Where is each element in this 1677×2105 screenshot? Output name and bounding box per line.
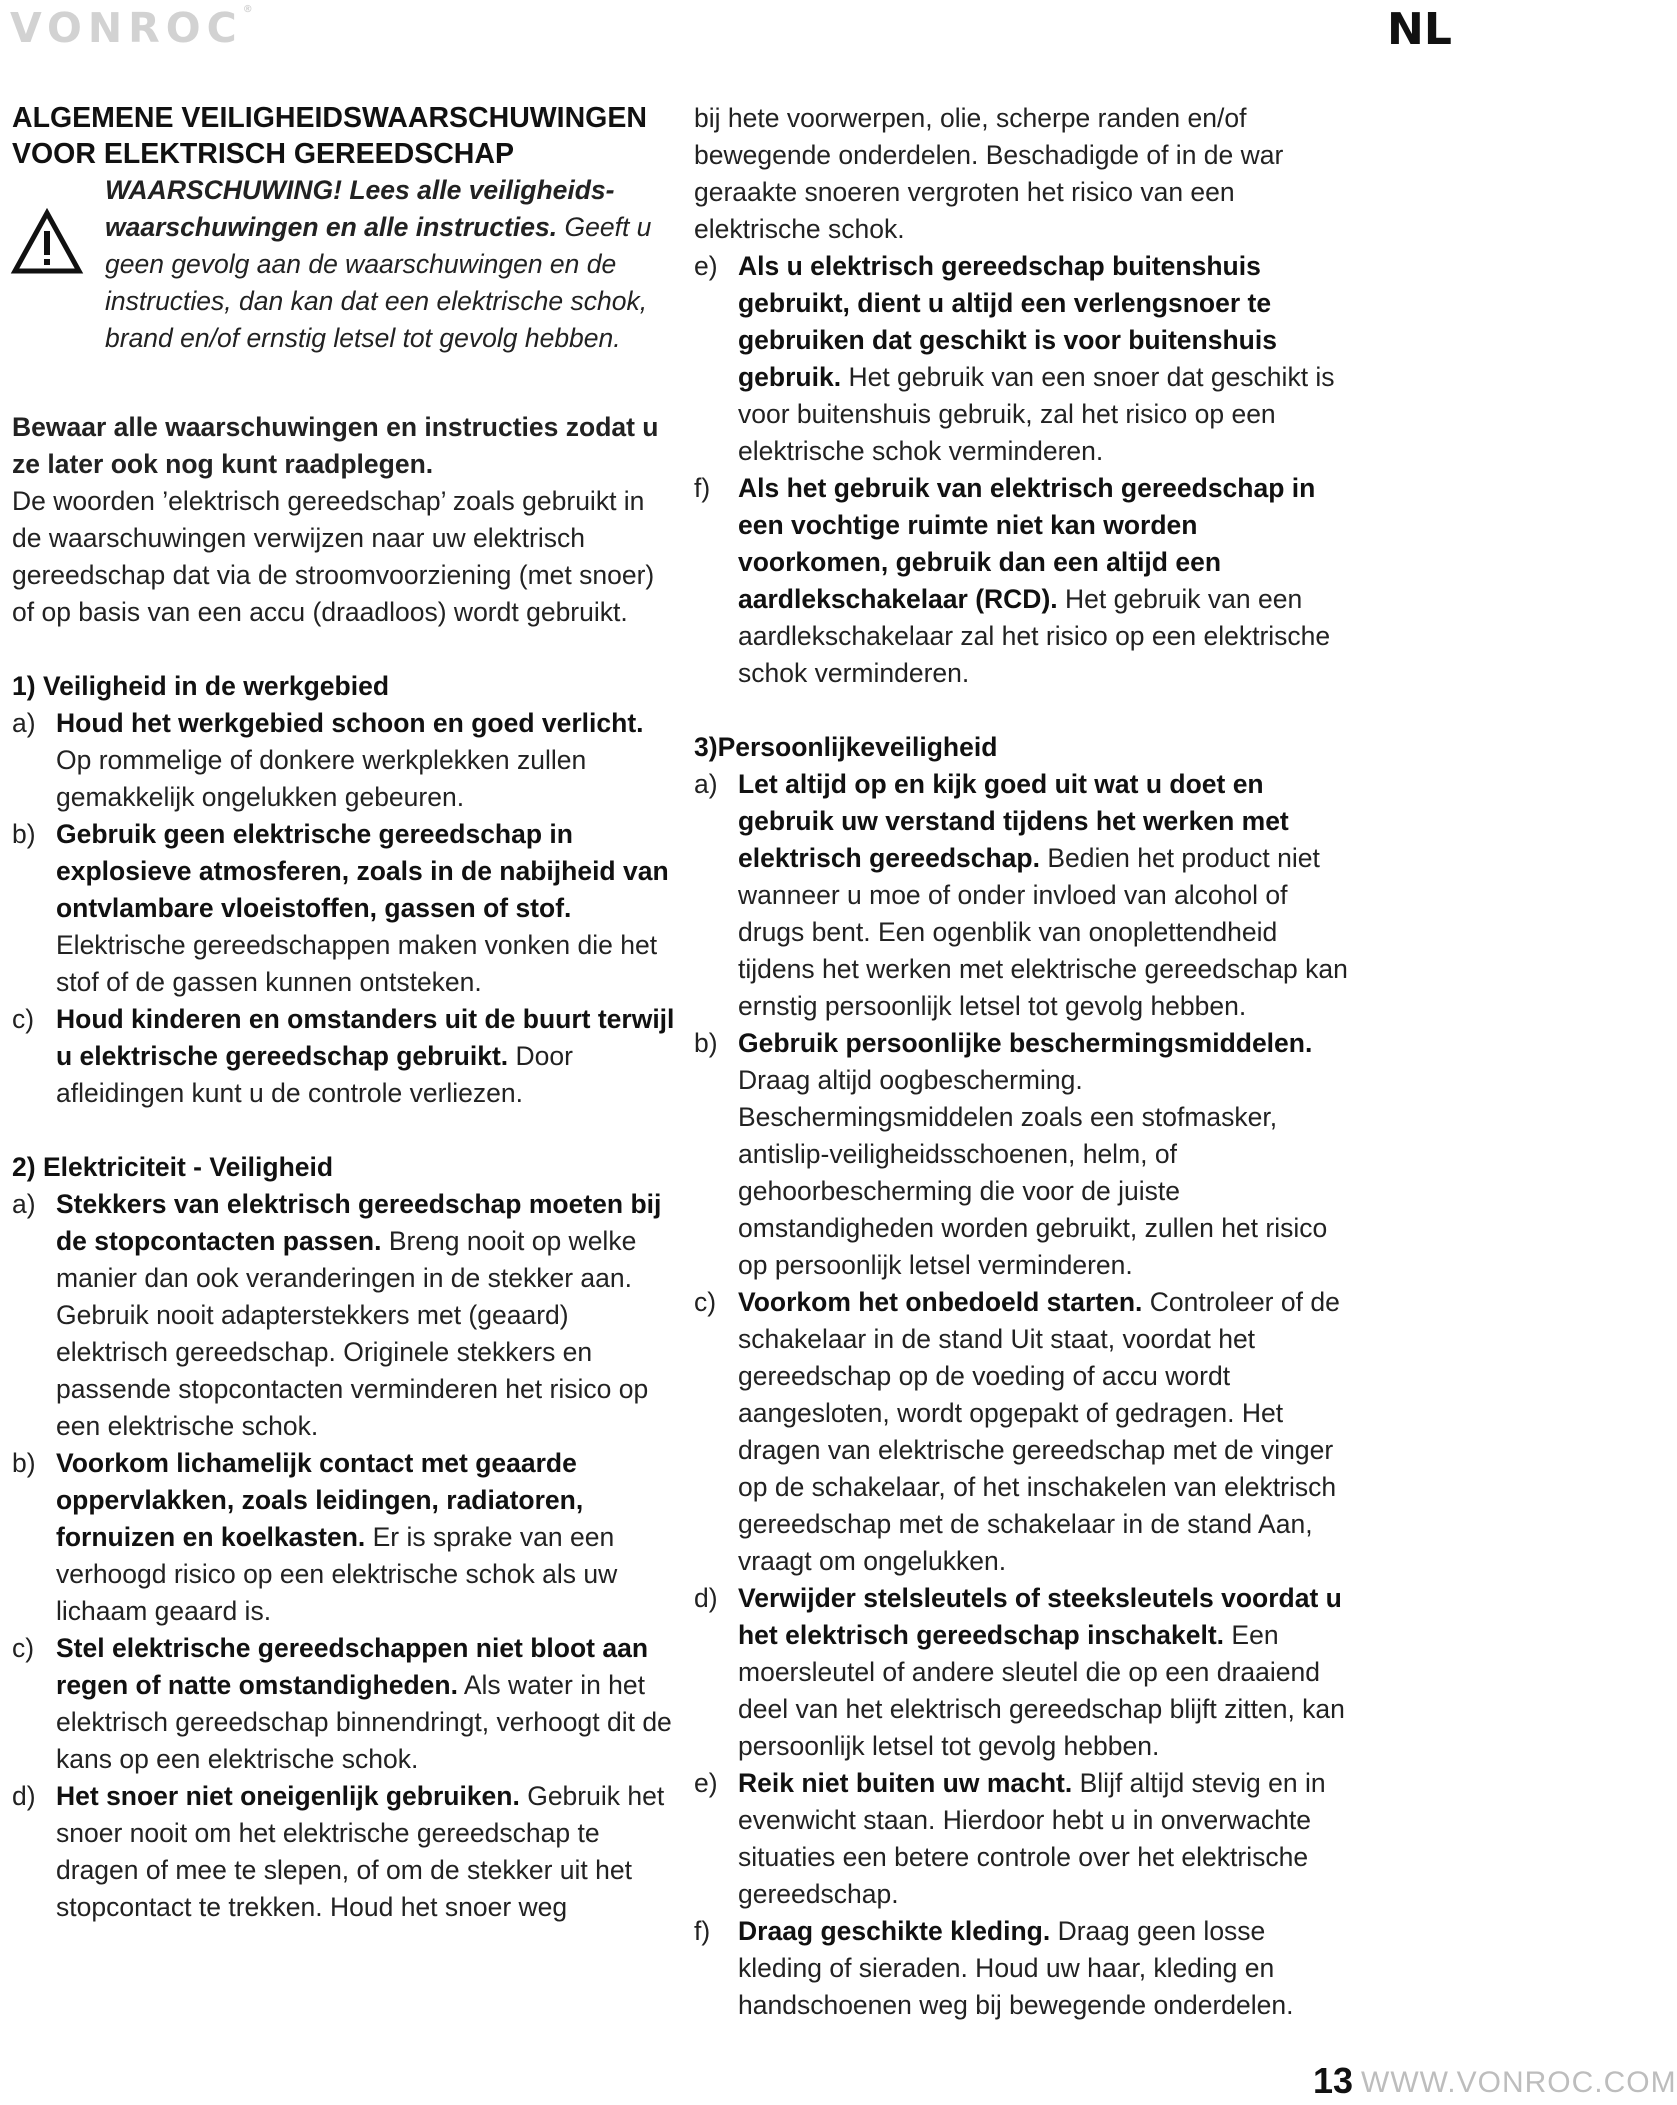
list-item-bold: Gebruik persoonlijke beschermingsmiddelen. — [738, 1028, 1313, 1058]
list-item-body: Gebruik het snoer nooit om het elektrische gereedschap te dragen of mee te slepen, of om de stekker uit het stopcontact te trekken. Houd het snoer weg — [56, 1781, 665, 1922]
list-item-bold: Als het gebruik van elektrisch gereedschap in een vochtige ruimte niet kan worden voorkomen, gebruik dan een altijd een aardlekschakelaar (RCD). — [738, 473, 1316, 614]
list-item-text — [738, 1580, 1354, 1765]
list-item-body: Blijf altijd stevig en in evenwicht staan. Hierdoor hebt u in onverwachte situaties een betere controle over het elektrische gereedschap. — [738, 1768, 1326, 1909]
list-item-text — [56, 705, 677, 816]
list-item-bold: Reik niet buiten uw macht. — [738, 1768, 1073, 1798]
list-item-text — [56, 816, 677, 1001]
logo-registered-mark: ® — [242, 4, 253, 15]
list-item — [694, 1913, 1354, 2024]
list-item-bold: Stel elektrische gereedschappen niet bloot aan regen of natte omstandigheden. — [56, 1633, 649, 1700]
list-item-text — [738, 1765, 1354, 1913]
list-item — [12, 1001, 677, 1112]
section-1-title: Veiligheid in de werkgebied — [42, 671, 390, 701]
warning-block — [12, 172, 677, 372]
list-item-body: Draag geen losse kleding of sieraden. Houd uw haar, kleding en handschoenen weg bij bewegende onderdelen. — [738, 1916, 1294, 2020]
list-item-text — [56, 1445, 677, 1630]
list-item-label: b) — [12, 1448, 36, 1478]
list-item-text — [56, 1630, 677, 1778]
list-item-label: e) — [694, 251, 718, 281]
section-2-list — [12, 1186, 677, 1926]
section-3-heading: 3)Persoonlijkeveiligheid — [694, 732, 998, 762]
list-item — [12, 705, 677, 816]
list-item-bold: Gebruik geen elektrische gereedschap in explosieve atmosferen, zoals in de nabijheid van ontvlambare vloeistoffen, gassen of stof. — [56, 819, 669, 923]
list-item-text — [738, 1284, 1354, 1580]
list-item-bold: Houd kinderen en omstanders uit de buurt terwijl u elektrische gereedschap gebruikt. — [56, 1004, 675, 1071]
list-item — [694, 1025, 1354, 1284]
warning-text: Geeft u geen gevolg aan de waarschuwingen en de instructies, dan kan dat een elektrische schok, brand en/of ernstig letsel tot gevolg hebben. — [105, 212, 652, 353]
list-item — [694, 1284, 1354, 1580]
section-1-heading — [12, 668, 677, 705]
list-item-body: Bedien het product niet wanneer u moe of onder invloed van alcohol of drugs bent. Een ogenblik van onoplettendheid tijdens het werken met elektrische gereedschap kan ernstig persoonlijk letsel tot gevolg hebben. — [738, 843, 1348, 1021]
list-item-label: c) — [694, 1287, 717, 1317]
list-item-label: f) — [694, 1916, 711, 1946]
list-item-label: b) — [694, 1028, 718, 1058]
list-item-label: e) — [694, 1768, 718, 1798]
list-item-body: Draag altijd oogbescherming. Beschermingsmiddelen zoals een stofmasker, antislip-veiligheidsschoenen, helm, of gehoorbescherming die voor de juiste omstandigheden worden gebruikt, zullen het risico op persoonlijk letsel verminderen. — [738, 1065, 1328, 1280]
list-item-text — [738, 1913, 1354, 2024]
language-code: NL — [1387, 4, 1452, 55]
list-item-label: b) — [12, 819, 36, 849]
list-item-body: Als water in het elektrisch gereedschap binnendringt, verhoogt dit de kans op een elektrische schok. — [56, 1670, 672, 1774]
list-item-text — [56, 1778, 677, 1926]
keep-instructions: Bewaar alle waarschuwingen en instructies zodat u ze later ook nog kunt raadplegen. — [12, 412, 659, 479]
website-url: WWW.VONROC.COM — [1361, 2066, 1677, 2099]
list-item-label: c) — [12, 1633, 35, 1663]
page-number: 13 — [1313, 2060, 1354, 2101]
list-item-bold: Verwijder stelsleutels of steeksleutels voordat u het elektrisch gereedschap inschakelt. — [738, 1583, 1342, 1650]
list-item — [12, 1630, 677, 1778]
list-item — [12, 816, 677, 1001]
list-item-body: Breng nooit op welke manier dan ook veranderingen in de stekker aan. Gebruik nooit adapterstekkers met (geaard) elektrisch gereedschap. Originele stekkers en passende stopcontacten verminderen het risico op een elektrische schok. — [56, 1226, 649, 1441]
list-item — [694, 1580, 1354, 1765]
list-item-text — [56, 1186, 677, 1445]
list-item-label: a) — [694, 769, 718, 799]
list-item-label: a) — [12, 1189, 36, 1219]
list-item — [694, 470, 1354, 692]
list-item-bold: Let altijd op en kijk goed uit wat u doet en gebruik uw verstand tijdens het werken met elektrisch gereedschap. — [738, 769, 1289, 873]
section-2-title: Elektriciteit - Veiligheid — [42, 1152, 334, 1182]
list-item-label: f) — [694, 473, 711, 503]
logo-text: VONROC — [10, 4, 243, 52]
list-item — [12, 1445, 677, 1630]
list-item — [12, 1186, 677, 1445]
list-item — [12, 1778, 677, 1926]
section-2-list-continued — [694, 248, 1354, 692]
list-item-bold: Houd het werkgebied schoon en goed verlicht. — [56, 708, 644, 738]
list-item — [694, 766, 1354, 1025]
list-item-body: Elektrische gereedschappen maken vonken die het stof of de gassen kunnen ontsteken. — [56, 930, 658, 997]
section-2-continuation: bij hete voorwerpen, olie, scherpe randen en/of bewegende onderdelen. Beschadigde of in de war geraakte snoeren vergroten het risico van een elektrische schok. — [694, 103, 1284, 244]
section-1-number: 1) — [12, 671, 36, 701]
list-item-text — [738, 248, 1354, 470]
list-item-body: Door afleidingen kunt u de controle verliezen. — [56, 1041, 573, 1108]
list-item-body: Een moersleutel of andere sleutel die op een draaiend deel van het elektrisch gereedschap blijft zitten, kan persoonlijk letsel tot gevolg hebben. — [738, 1620, 1345, 1761]
section-3-list — [694, 766, 1354, 2024]
list-item-body: Het gebruik van een snoer dat geschikt is voor buitenshuis gebruik, zal het risico op een elektrische schok verminderen. — [738, 362, 1335, 466]
list-item-bold: Stekkers van elektrisch gereedschap moeten bij de stopcontacten passen. — [56, 1189, 662, 1256]
section-1-list — [12, 705, 677, 1112]
list-item-body: Het gebruik van een aardlekschakelaar zal het risico op een elektrische schok verminderen. — [738, 584, 1331, 688]
list-item-bold: Draag geschikte kleding. — [738, 1916, 1051, 1946]
list-item-bold: Voorkom lichamelijk contact met geaarde oppervlakken, zoals leidingen, radiatoren, fornuizen en koelkasten. — [56, 1448, 584, 1552]
list-item-body: Controleer of de schakelaar in de stand Uit staat, voordat het gereedschap op de voeding of accu wordt aangesloten, wordt opgepakt of gedragen. Het dragen van elektrische gereedschap met de vinger op de schakelaar, of het inschakelen van elektrisch gereedschap met de schakelaar in de stand Aan, vraagt om ongelukken. — [738, 1287, 1340, 1576]
warning-lead: WAARSCHUWING! Lees alle veiligheids- waarschuwingen en alle instructies. — [105, 175, 615, 242]
list-item-text — [738, 766, 1354, 1025]
left-column — [12, 100, 677, 1926]
list-item-text — [738, 1025, 1354, 1284]
list-item-bold: Het snoer niet oneigenlijk gebruiken. — [56, 1781, 520, 1811]
definition-paragraph: De woorden ’elektrisch gereedschap’ zoals gebruikt in de waarschuwingen verwijzen naar uw elektrisch gereedschap dat via de stroomvoorziening (met snoer) of op basis van een accu (draadloos) wordt gebruikt. — [12, 486, 655, 627]
section-2-heading — [12, 1149, 677, 1186]
brand-logo — [10, 4, 253, 52]
list-item-label: d) — [12, 1781, 36, 1811]
list-item-label: a) — [12, 708, 36, 738]
list-item-body: Op rommelige of donkere werkplekken zullen gemakkelijk ongelukken gebeuren. — [56, 745, 587, 812]
list-item-label: d) — [694, 1583, 718, 1613]
list-item-text — [738, 470, 1354, 692]
section-2-number: 2) — [12, 1152, 36, 1182]
list-item — [694, 248, 1354, 470]
page-title: ALGEMENE VEILIGHEIDSWAARSCHUWINGEN VOOR ELEKTRISCH GEREEDSCHAP — [12, 102, 647, 170]
list-item-label: c) — [12, 1004, 35, 1034]
list-item-body: Er is sprake van een verhoogd risico op een elektrische schok als uw lichaam geaard is. — [56, 1522, 618, 1626]
list-item-bold: Als u elektrisch gereedschap buitenshuis gebruikt, dient u altijd een verlengsnoer te gebruiken dat geschikt is voor buitenshuis gebruik. — [738, 251, 1277, 392]
list-item — [694, 1765, 1354, 1913]
warning-triangle-icon — [12, 210, 82, 274]
list-item-bold: Voorkom het onbedoeld starten. — [738, 1287, 1143, 1317]
right-column — [694, 100, 1354, 2024]
list-item-text — [56, 1001, 677, 1112]
